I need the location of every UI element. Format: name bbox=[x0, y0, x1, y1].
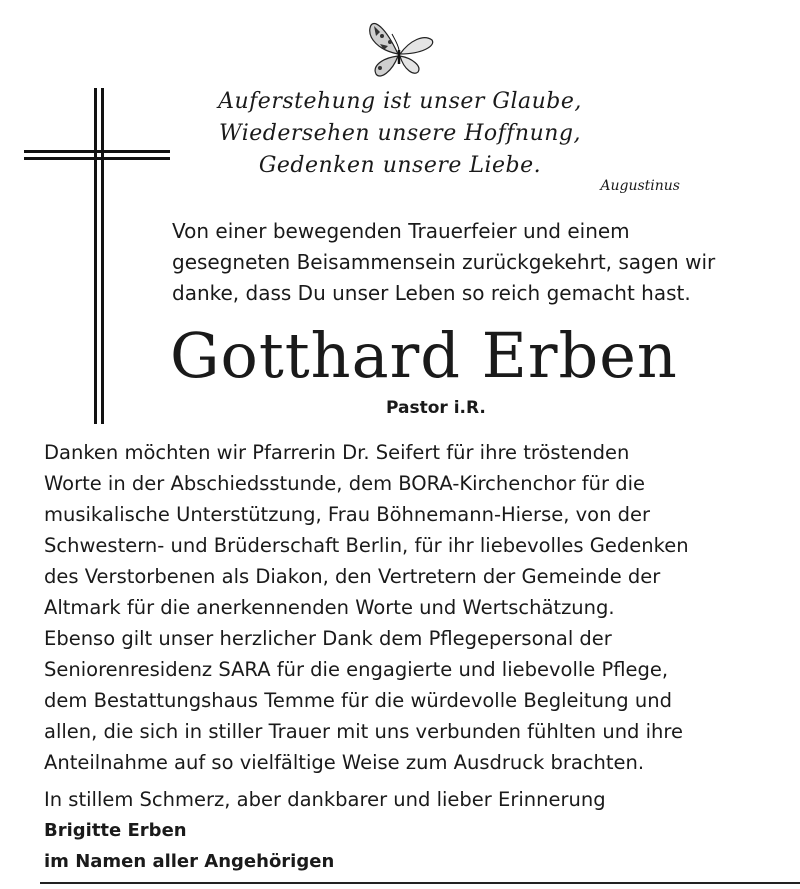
signature-relation: im Namen aller Angehörigen bbox=[44, 851, 335, 872]
body-line: allen, die sich in stiller Trauer mit uns verbunden fühlten und ihre bbox=[44, 720, 683, 743]
thanks-text bbox=[44, 437, 784, 778]
deceased-title: Pastor i.R. bbox=[386, 398, 486, 418]
cross-icon bbox=[24, 88, 170, 424]
signature-name: Brigitte Erben bbox=[44, 820, 187, 841]
deceased-name: Gotthard Erben bbox=[170, 319, 678, 392]
quote-author: Augustinus bbox=[600, 178, 680, 194]
butterfly-icon bbox=[364, 14, 436, 80]
quote-line: Wiedersehen unsere Hoffnung, bbox=[218, 121, 582, 146]
quote-line: Auferstehung ist unser Glaube, bbox=[218, 89, 582, 114]
body-line: des Verstorbenen als Diakon, den Vertretern der Gemeinde der bbox=[44, 565, 661, 588]
body-line: Worte in der Abschiedsstunde, dem BORA-Kirchenchor für die bbox=[44, 472, 646, 495]
intro-text bbox=[172, 216, 772, 309]
bottom-rule bbox=[40, 882, 800, 884]
body-line: Altmark für die anerkennenden Worte und Wertschätzung. bbox=[44, 596, 615, 619]
body-line: Anteilnahme auf so vielfältige Weise zum Ausdruck brachten. bbox=[44, 751, 645, 774]
body-line: Seniorenresidenz SARA für die engagierte und liebevolle Pflege, bbox=[44, 658, 669, 681]
body-line: Danken möchten wir Pfarrerin Dr. Seifert für ihre tröstenden bbox=[44, 441, 630, 464]
intro-line: danke, dass Du unser Leben so reich gemacht hast. bbox=[172, 281, 691, 305]
quote-line: Gedenken unsere Liebe. bbox=[258, 153, 542, 178]
signature-closing: In stillem Schmerz, aber dankbarer und lieber Erinnerung bbox=[44, 788, 606, 811]
intro-line: Von einer bewegenden Trauerfeier und einem bbox=[172, 219, 630, 243]
intro-line: gesegneten Beisammensein zurückgekehrt, sagen wir bbox=[172, 250, 716, 274]
quote bbox=[180, 86, 620, 182]
body-line: Schwestern- und Brüderschaft Berlin, für ihr liebevolles Gedenken bbox=[44, 534, 689, 557]
body-line: musikalische Unterstützung, Frau Böhnemann-Hierse, von der bbox=[44, 503, 651, 526]
body-line: Ebenso gilt unser herzlicher Dank dem Pflegepersonal der bbox=[44, 627, 612, 650]
signature bbox=[44, 784, 764, 877]
body-line: dem Bestattungshaus Temme für die würdevolle Begleitung und bbox=[44, 689, 672, 712]
